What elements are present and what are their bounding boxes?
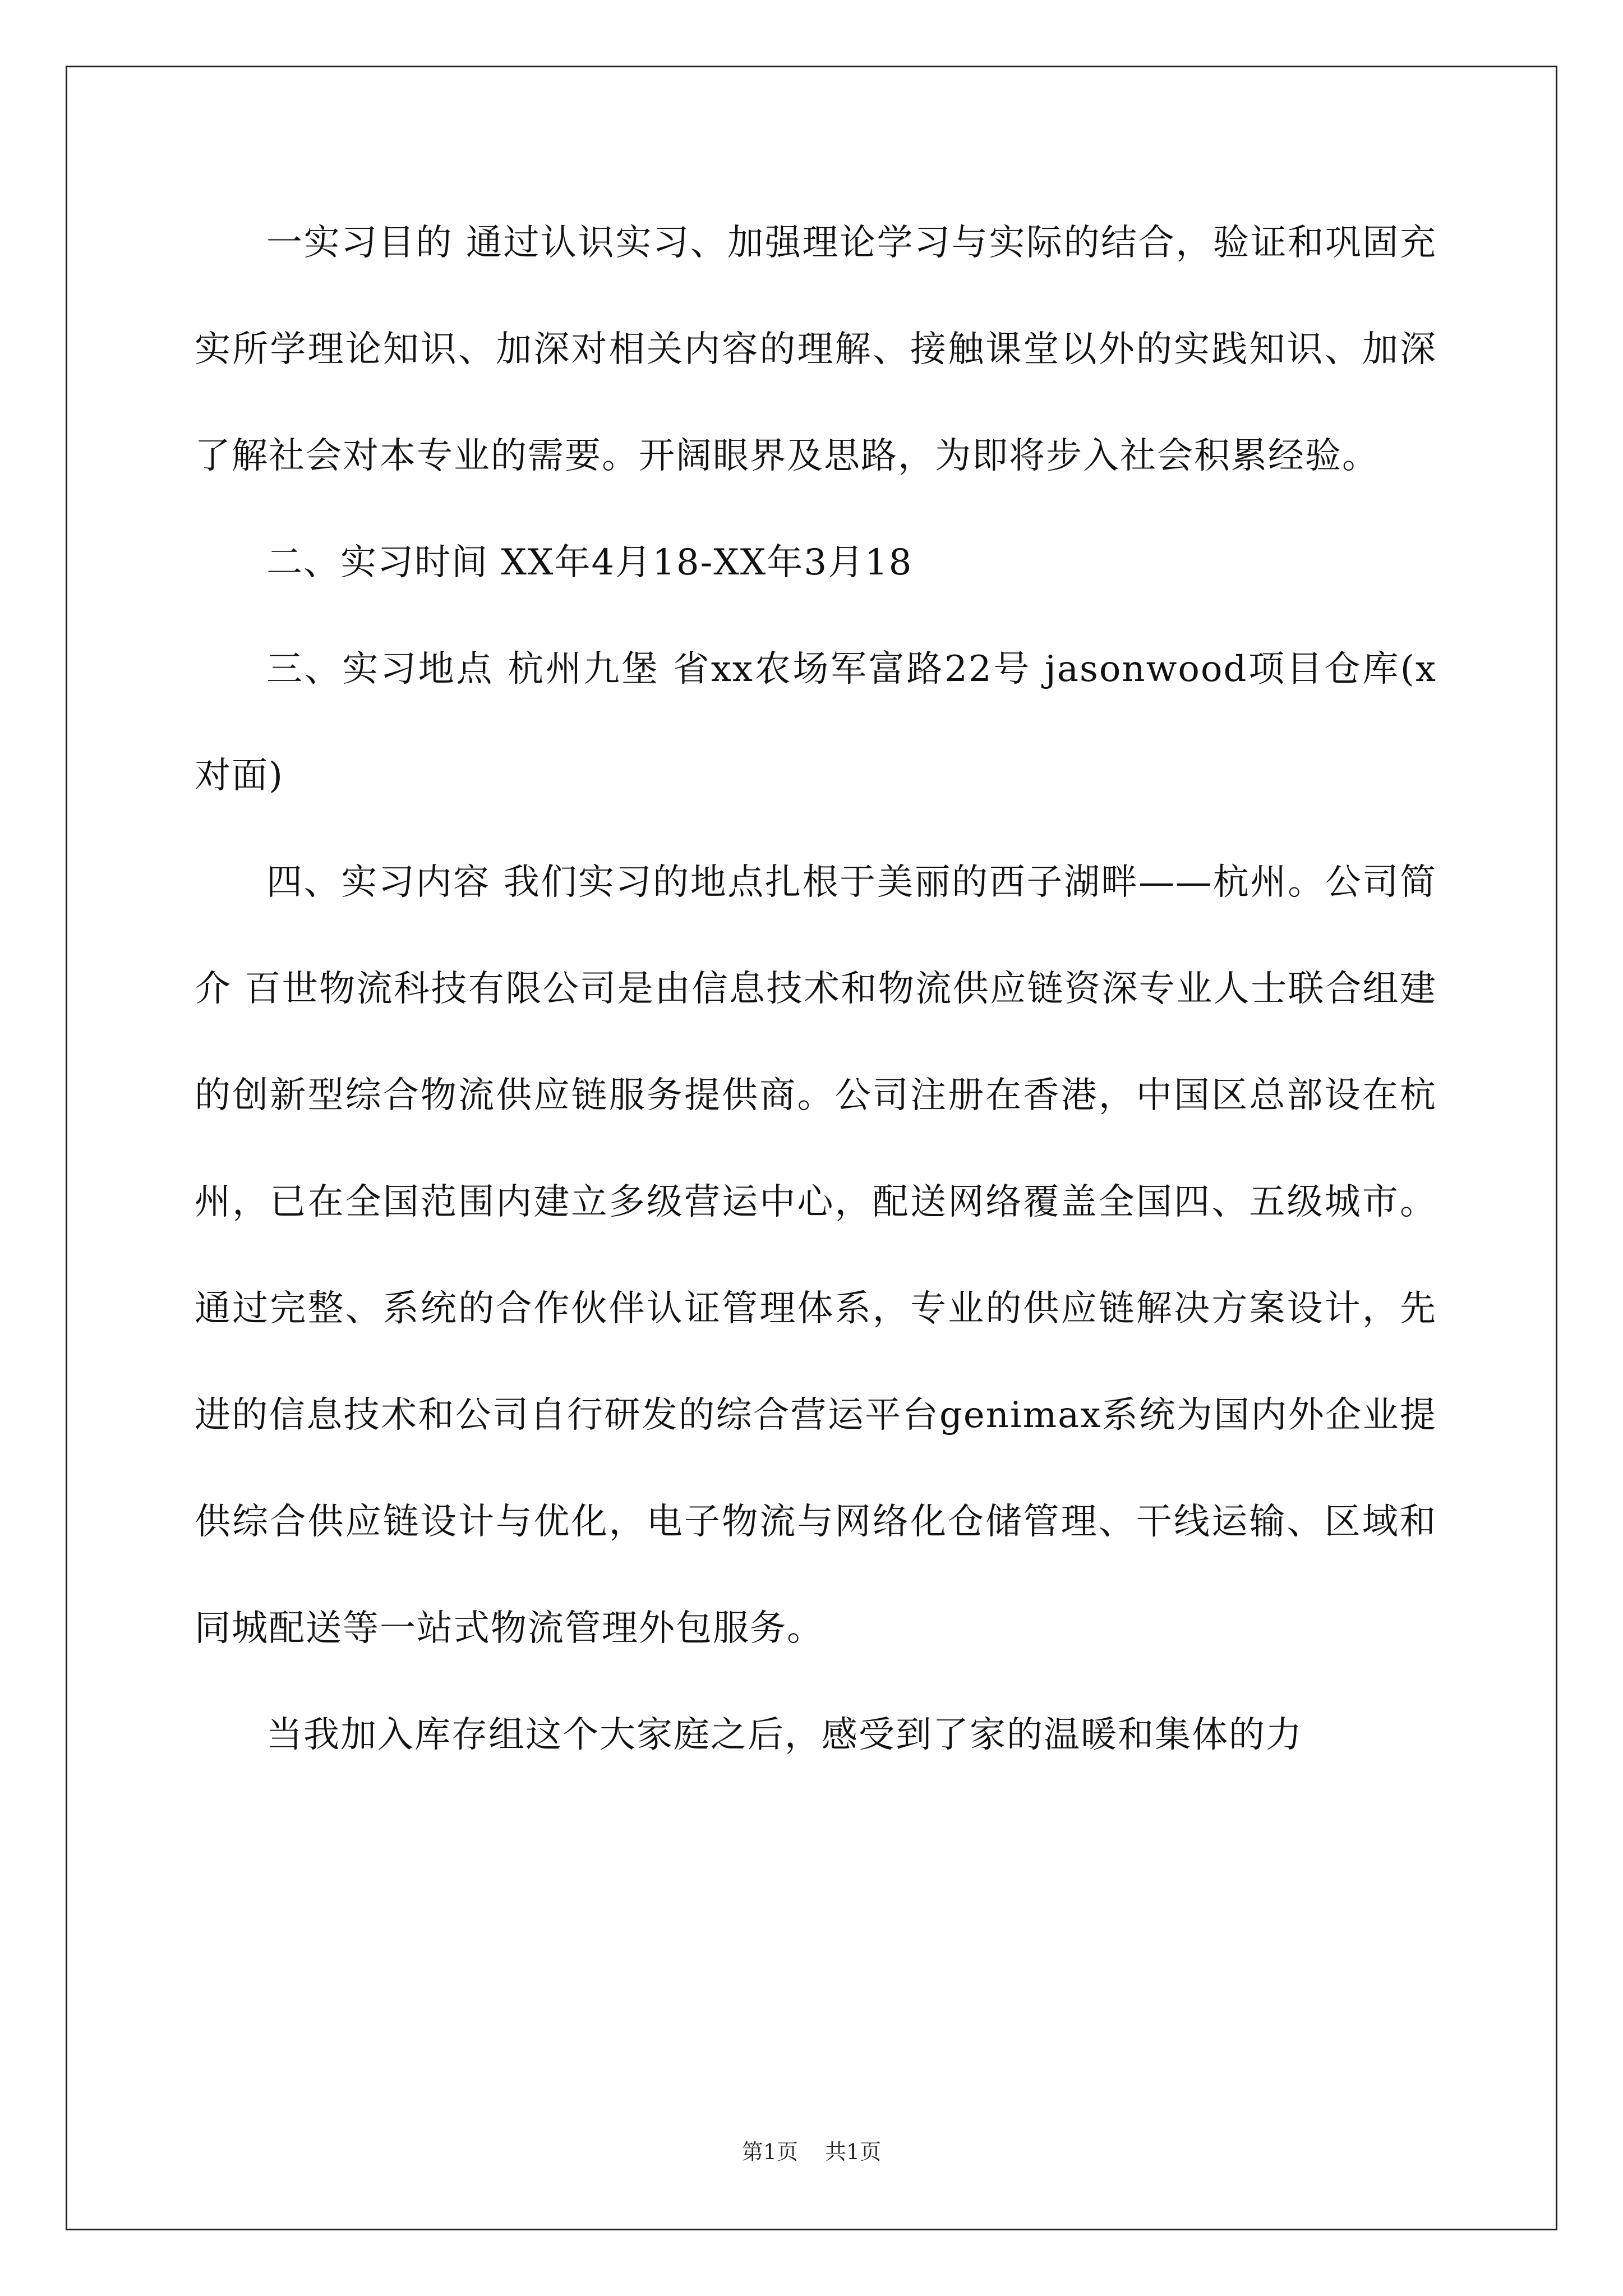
document-body xyxy=(195,190,1437,1788)
paragraph-location: 三、实习地点 杭州九堡 省xx农场军富路22号 jasonwood项目仓库(x对面) xyxy=(195,648,1437,797)
page-number: 第1页 xyxy=(741,2139,798,2164)
paragraph-reflection: 当我加入库存组这个大家庭之后，感受到了家的温暖和集体的力 xyxy=(266,1714,1303,1756)
paragraph-content: 四、实习内容 我们实习的地点扎根于美丽的西子湖畔——杭州。公司简介 百世物流科技有限公司是由信息技术和物流供应链资深专业人士联合组建的创新型综合物流供应链服务提供商。公司注册在香港，中国区总部设在杭州，已在全国范围内建立多级营运中心，配送网络覆盖全国四、五级城市。通过完整、系统的合作伙伴认证管理体系，专业的供应链解决方案设计，先进的信息技术和公司自行研发的综合营运平台genimax系统为国内外企业提供综合供应链设计与优化，电子物流与网络化仓储管理、干线运输、区域和同城配送等一站式物流管理外包服务。 xyxy=(195,862,1437,1649)
page-footer xyxy=(0,2134,1623,2165)
page-total: 共1页 xyxy=(825,2139,882,2164)
paragraph-purpose: 一实习目的 通过认识实习、加强理论学习与实际的结合，验证和巩固充实所学理论知识、加深对相关内容的理解、接触课堂以外的实践知识、加深了解社会对本专业的需要。开阔眼界及思路，为即将步入社会积累经验。 xyxy=(195,222,1437,477)
paragraph-time: 二、实习时间 XX年4月18-XX年3月18 xyxy=(266,542,913,583)
